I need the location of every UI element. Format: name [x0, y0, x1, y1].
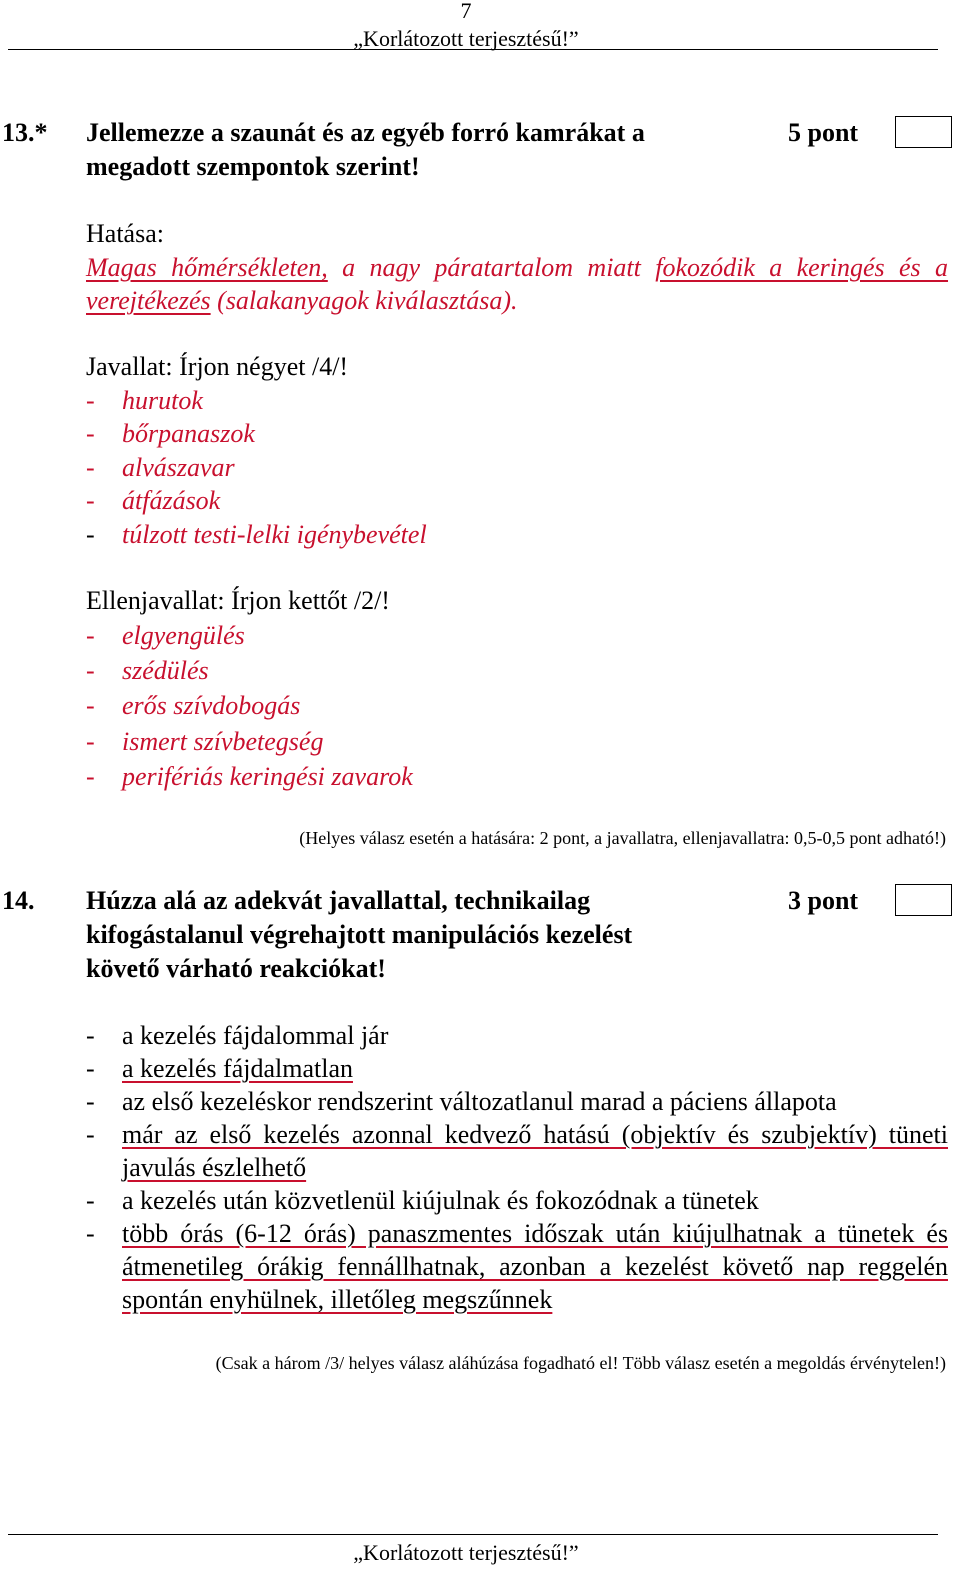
reaction-options-list — [86, 1019, 948, 1316]
question-13-points: 5 pont — [788, 118, 859, 147]
effect-answer — [86, 251, 948, 317]
footer-title: „Korlátozott terjesztésű!” — [353, 1540, 579, 1565]
effect-answer-part: (salakanyagok kiválasztása). — [210, 286, 518, 315]
list-item: - ismert szívbetegség — [86, 726, 324, 756]
question-13-prompt: Jellemezze a szaunát és az egyéb forró kamrákat a megadott szempontok szerint! — [86, 118, 645, 181]
list-item: - hurutok — [86, 386, 203, 415]
list-item: - elgyengülés — [86, 621, 245, 650]
list-item: - perifériás keringési zavarok — [86, 761, 413, 791]
question-13-number: 13.* — [2, 118, 48, 147]
header-title: „Korlátozott terjesztésű!” — [353, 26, 579, 51]
contraindication-label: Ellenjavallat: Írjon kettőt /2/! — [86, 586, 390, 615]
question-14-points: 3 pont — [788, 886, 859, 915]
list-item: - szédülés — [86, 656, 209, 686]
option-item[interactable]: - több órás (6-12 órás) panaszmentes időszak után kiújulhatnak a tünetek és átmenetileg órákig fennállhatnak, azonban a kezelést követő nap reggelén spontán enyhülnek, illetőleg megszűnnek — [86, 1219, 948, 1314]
list-item: - bőrpanaszok — [86, 419, 255, 449]
option-item[interactable]: - az első kezeléskor rendszerint változatlanul marad a páciens állapota — [86, 1087, 837, 1116]
footer-rule — [8, 1534, 938, 1535]
effect-answer-part: fokozódik a keringés és a verejtékezés — [86, 253, 949, 315]
option-item[interactable]: - a kezelés fájdalommal jár — [86, 1021, 389, 1050]
effect-answer-part: a nagy páratartalom miatt — [327, 253, 656, 282]
question-13-score-box — [895, 116, 952, 148]
header-rule — [8, 49, 938, 50]
list-item: - átfázások — [86, 486, 221, 516]
option-item[interactable]: - a kezelés fájdalmatlan — [86, 1054, 353, 1083]
question-13-scoring-note: (Helyes válasz esetén a hatására: 2 pont, a javallatra, ellenjavallatra: 0,5-0,5 pont adható!) — [299, 828, 946, 848]
effect-label: Hatása: — [86, 219, 164, 248]
contraindication-list — [86, 618, 948, 794]
question-14-prompt: Húzza alá az adekvát javallattal, technikailag kifogástalanul végrehajtott manipulációs kezelést követő várható reakciókat! — [86, 886, 633, 983]
option-item[interactable]: - már az első kezelés azonnal kedvező hatású (objektív és szubjektív) tüneti javulás észlelhető — [86, 1120, 948, 1182]
list-item: - alvászavar — [86, 452, 235, 482]
question-14-scoring-note: (Csak a három /3/ helyes válasz aláhúzása fogadható el! Több válasz esetén a megoldás érvénytelen!) — [215, 1353, 946, 1373]
option-item[interactable]: - a kezelés után közvetlenül kiújulnak és fokozódnak a tünetek — [86, 1186, 759, 1215]
indication-list — [86, 384, 948, 551]
question-14-score-box — [895, 884, 952, 916]
page-number: 7 — [460, 0, 472, 23]
indication-label: Javallat: Írjon négyet /4/! — [86, 352, 349, 381]
question-14-number: 14. — [2, 886, 35, 915]
list-item: - erős szívdobogás — [86, 691, 301, 721]
effect-answer-part: Magas hőmérsékleten, — [86, 253, 328, 282]
list-item: - túlzott testi-lelki igénybevétel — [86, 519, 427, 549]
